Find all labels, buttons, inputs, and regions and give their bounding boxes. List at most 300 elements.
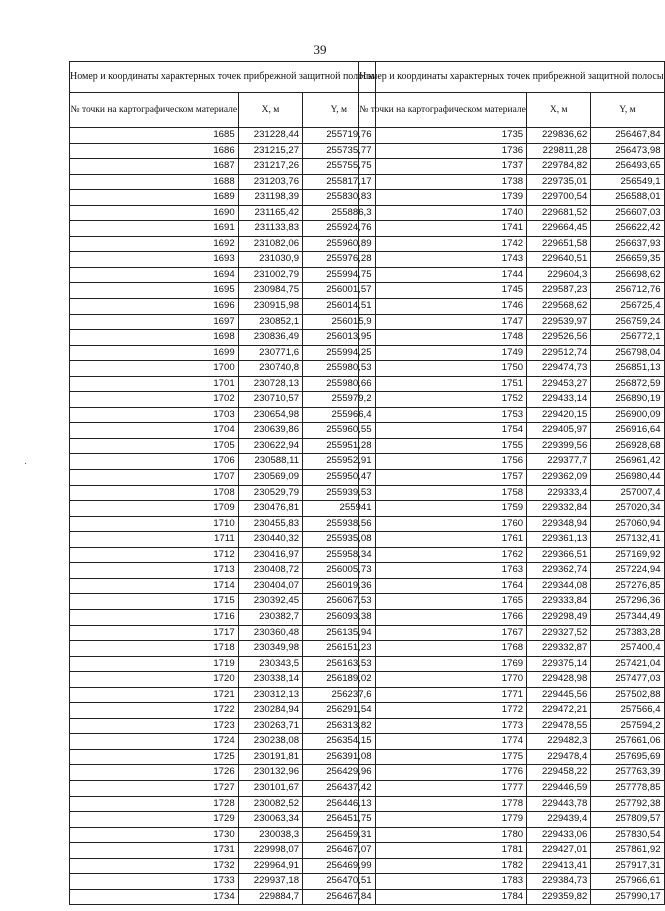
- table-row: [70, 501, 376, 517]
- table-row: [70, 858, 376, 874]
- cell-x-coordinate: 230639,86: [238, 423, 302, 439]
- cell-y-coordinate: 256005,73: [303, 563, 375, 579]
- table-row: [70, 687, 376, 703]
- column-header-point: № точки на картографическом материале: [70, 93, 239, 128]
- table-row: [70, 843, 376, 859]
- cell-point-number: 1692: [70, 236, 239, 252]
- cell-y-coordinate: 256014,51: [303, 299, 375, 315]
- cell-y-coordinate: 256622,42: [591, 221, 664, 237]
- cell-point-number: 1723: [70, 718, 239, 734]
- table-row: [70, 578, 376, 594]
- cell-point-number: 1713: [70, 563, 239, 579]
- cell-x-coordinate: 229640,51: [527, 252, 591, 268]
- cell-x-coordinate: 229362,74: [527, 563, 591, 579]
- cell-y-coordinate: 256588,01: [591, 190, 664, 206]
- cell-y-coordinate: 257007,4: [591, 485, 664, 501]
- table-row: [70, 672, 376, 688]
- column-header-point: № точки на картографическом материале: [359, 93, 527, 128]
- table-row: [359, 299, 665, 315]
- table-row: [70, 485, 376, 501]
- cell-x-coordinate: 229482,3: [527, 734, 591, 750]
- cell-x-coordinate: 230082,52: [238, 796, 302, 812]
- table-row: [70, 221, 376, 237]
- cell-point-number: 1782: [359, 858, 527, 874]
- table-row: [359, 641, 665, 657]
- cell-y-coordinate: 255951,28: [303, 438, 375, 454]
- cell-point-number: 1755: [359, 438, 527, 454]
- cell-x-coordinate: 229333,4: [527, 485, 591, 501]
- cell-x-coordinate: 229700,54: [527, 190, 591, 206]
- cell-x-coordinate: 230132,96: [238, 765, 302, 781]
- table-row: [359, 563, 665, 579]
- cell-y-coordinate: 256659,35: [591, 252, 664, 268]
- cell-x-coordinate: 229568,62: [527, 299, 591, 315]
- cell-point-number: 1758: [359, 485, 527, 501]
- table-row: [359, 236, 665, 252]
- table-row: [359, 827, 665, 843]
- cell-y-coordinate: 255994,25: [303, 345, 375, 361]
- cell-y-coordinate: 256446,13: [303, 796, 375, 812]
- cell-point-number: 1775: [359, 749, 527, 765]
- cell-y-coordinate: 257763,39: [591, 765, 664, 781]
- cell-y-coordinate: 255952,91: [303, 454, 375, 470]
- coordinates-table-right: [358, 61, 665, 905]
- cell-x-coordinate: 230392,45: [238, 594, 302, 610]
- cell-point-number: 1703: [70, 407, 239, 423]
- cell-point-number: 1741: [359, 221, 527, 237]
- cell-point-number: 1708: [70, 485, 239, 501]
- cell-point-number: 1749: [359, 345, 527, 361]
- cell-point-number: 1709: [70, 501, 239, 517]
- cell-x-coordinate: 230588,11: [238, 454, 302, 470]
- cell-point-number: 1771: [359, 687, 527, 703]
- cell-point-number: 1770: [359, 672, 527, 688]
- cell-point-number: 1768: [359, 641, 527, 657]
- table-row: [359, 438, 665, 454]
- table-row: [70, 516, 376, 532]
- cell-y-coordinate: 256391,08: [303, 749, 375, 765]
- cell-x-coordinate: 229433,14: [527, 392, 591, 408]
- cell-point-number: 1776: [359, 765, 527, 781]
- cell-y-coordinate: 256549,1: [591, 174, 664, 190]
- cell-y-coordinate: 256759,24: [591, 314, 664, 330]
- table-row: [359, 190, 665, 206]
- cell-point-number: 1744: [359, 267, 527, 283]
- table-row: [70, 547, 376, 563]
- table-row: [70, 143, 376, 159]
- cell-x-coordinate: 229458,22: [527, 765, 591, 781]
- cell-point-number: 1728: [70, 796, 239, 812]
- cell-point-number: 1719: [70, 656, 239, 672]
- cell-x-coordinate: 229445,56: [527, 687, 591, 703]
- cell-x-coordinate: 230915,98: [238, 299, 302, 315]
- cell-point-number: 1736: [359, 143, 527, 159]
- cell-x-coordinate: 229362,09: [527, 470, 591, 486]
- cell-point-number: 1724: [70, 734, 239, 750]
- cell-point-number: 1748: [359, 330, 527, 346]
- cell-point-number: 1781: [359, 843, 527, 859]
- table-row: [70, 392, 376, 408]
- cell-y-coordinate: 255830,83: [303, 190, 375, 206]
- table-row: [359, 765, 665, 781]
- table-row: [359, 143, 665, 159]
- cell-y-coordinate: 256467,07: [303, 843, 375, 859]
- cell-y-coordinate: 255976,28: [303, 252, 375, 268]
- cell-y-coordinate: 257594,2: [591, 718, 664, 734]
- cell-point-number: 1763: [359, 563, 527, 579]
- table-row: [359, 159, 665, 175]
- cell-x-coordinate: 230191,81: [238, 749, 302, 765]
- cell-x-coordinate: 230038,3: [238, 827, 302, 843]
- cell-point-number: 1753: [359, 407, 527, 423]
- cell-y-coordinate: 256470,51: [303, 874, 375, 890]
- cell-point-number: 1702: [70, 392, 239, 408]
- cell-y-coordinate: 256890,19: [591, 392, 664, 408]
- cell-y-coordinate: 255755,75: [303, 159, 375, 175]
- cell-x-coordinate: 229298,49: [527, 609, 591, 625]
- table-row: [70, 345, 376, 361]
- cell-x-coordinate: 230455,83: [238, 516, 302, 532]
- cell-y-coordinate: 256015,9: [303, 314, 375, 330]
- cell-x-coordinate: 231217,26: [238, 159, 302, 175]
- cell-y-coordinate: 256900,09: [591, 407, 664, 423]
- cell-x-coordinate: 230476,81: [238, 501, 302, 517]
- cell-point-number: 1754: [359, 423, 527, 439]
- cell-point-number: 1737: [359, 159, 527, 175]
- table-row: [359, 734, 665, 750]
- cell-point-number: 1717: [70, 625, 239, 641]
- table-row: [359, 516, 665, 532]
- cell-x-coordinate: 230740,8: [238, 361, 302, 377]
- cell-point-number: 1742: [359, 236, 527, 252]
- cell-y-coordinate: 255939,53: [303, 485, 375, 501]
- cell-y-coordinate: 257132,41: [591, 532, 664, 548]
- cell-x-coordinate: 230101,67: [238, 780, 302, 796]
- cell-y-coordinate: 256459,31: [303, 827, 375, 843]
- cell-x-coordinate: 230063,34: [238, 812, 302, 828]
- table-row: [359, 656, 665, 672]
- cell-point-number: 1733: [70, 874, 239, 890]
- table-row: [359, 221, 665, 237]
- cell-y-coordinate: 257421,04: [591, 656, 664, 672]
- cell-point-number: 1705: [70, 438, 239, 454]
- cell-x-coordinate: 230408,72: [238, 563, 302, 579]
- cell-x-coordinate: 229327,52: [527, 625, 591, 641]
- cell-y-coordinate: 257060,94: [591, 516, 664, 532]
- cell-point-number: 1778: [359, 796, 527, 812]
- table-row: [70, 190, 376, 206]
- cell-x-coordinate: 229361,13: [527, 532, 591, 548]
- page-number: 39: [313, 42, 327, 57]
- table-row: [70, 874, 376, 890]
- cell-point-number: 1712: [70, 547, 239, 563]
- cell-y-coordinate: 257830,54: [591, 827, 664, 843]
- table-row: [359, 314, 665, 330]
- cell-x-coordinate: 229439,4: [527, 812, 591, 828]
- cell-point-number: 1780: [359, 827, 527, 843]
- cell-x-coordinate: 229587,23: [527, 283, 591, 299]
- table-caption: Номер и координаты характерных точек прибрежной защитной полосы: [70, 62, 376, 93]
- cell-y-coordinate: 256916,64: [591, 423, 664, 439]
- cell-point-number: 1783: [359, 874, 527, 890]
- cell-point-number: 1746: [359, 299, 527, 315]
- cell-y-coordinate: 256189,02: [303, 672, 375, 688]
- cell-x-coordinate: 229377,7: [527, 454, 591, 470]
- cell-point-number: 1740: [359, 205, 527, 221]
- cell-point-number: 1727: [70, 780, 239, 796]
- stray-mark: ·: [24, 458, 28, 469]
- cell-point-number: 1774: [359, 734, 527, 750]
- table-row: [70, 205, 376, 221]
- cell-x-coordinate: 229478,4: [527, 749, 591, 765]
- cell-y-coordinate: 256313,82: [303, 718, 375, 734]
- table-row: [70, 376, 376, 392]
- cell-x-coordinate: 229811,28: [527, 143, 591, 159]
- cell-point-number: 1760: [359, 516, 527, 532]
- cell-point-number: 1734: [70, 889, 239, 905]
- cell-point-number: 1731: [70, 843, 239, 859]
- cell-point-number: 1715: [70, 594, 239, 610]
- table-row: [70, 827, 376, 843]
- table-row: [359, 376, 665, 392]
- table-row: [359, 547, 665, 563]
- cell-x-coordinate: 230338,14: [238, 672, 302, 688]
- cell-y-coordinate: 255960,55: [303, 423, 375, 439]
- cell-x-coordinate: 230312,13: [238, 687, 302, 703]
- cell-point-number: 1732: [70, 858, 239, 874]
- cell-point-number: 1761: [359, 532, 527, 548]
- cell-x-coordinate: 231030,9: [238, 252, 302, 268]
- cell-x-coordinate: 229433,06: [527, 827, 591, 843]
- table-row: [359, 858, 665, 874]
- table-row: [359, 128, 665, 144]
- table-row: [70, 796, 376, 812]
- cell-y-coordinate: 256354,15: [303, 734, 375, 750]
- cell-y-coordinate: 256637,93: [591, 236, 664, 252]
- cell-y-coordinate: 257477,03: [591, 672, 664, 688]
- cell-x-coordinate: 230622,94: [238, 438, 302, 454]
- cell-point-number: 1751: [359, 376, 527, 392]
- table-caption: Номер и координаты характерных точек прибрежной защитной полосы: [359, 62, 665, 93]
- cell-x-coordinate: 231203,76: [238, 174, 302, 190]
- table-row: [359, 252, 665, 268]
- cell-y-coordinate: 256467,84: [303, 889, 375, 905]
- cell-point-number: 1714: [70, 578, 239, 594]
- cell-y-coordinate: 255817,17: [303, 174, 375, 190]
- table-row: [359, 423, 665, 439]
- cell-y-coordinate: 256163,53: [303, 656, 375, 672]
- cell-y-coordinate: 256151,23: [303, 641, 375, 657]
- table-row: [70, 656, 376, 672]
- cell-point-number: 1689: [70, 190, 239, 206]
- table-row: [70, 532, 376, 548]
- cell-x-coordinate: 229836,62: [527, 128, 591, 144]
- table-row: [70, 283, 376, 299]
- cell-y-coordinate: 257169,92: [591, 547, 664, 563]
- table-row: [359, 609, 665, 625]
- cell-x-coordinate: 229332,84: [527, 501, 591, 517]
- cell-point-number: 1718: [70, 641, 239, 657]
- cell-point-number: 1688: [70, 174, 239, 190]
- cell-y-coordinate: 257502,88: [591, 687, 664, 703]
- cell-x-coordinate: 229937,18: [238, 874, 302, 890]
- cell-y-coordinate: 256493,65: [591, 159, 664, 175]
- cell-x-coordinate: 229399,56: [527, 438, 591, 454]
- cell-x-coordinate: 229405,97: [527, 423, 591, 439]
- cell-x-coordinate: 230360,48: [238, 625, 302, 641]
- table-row: [70, 299, 376, 315]
- cell-y-coordinate: 255886,3: [303, 205, 375, 221]
- cell-y-coordinate: 257792,38: [591, 796, 664, 812]
- cell-y-coordinate: 255980,66: [303, 376, 375, 392]
- cell-x-coordinate: 229681,52: [527, 205, 591, 221]
- table-row: [70, 703, 376, 719]
- table-row: [70, 765, 376, 781]
- table-row: [359, 361, 665, 377]
- cell-y-coordinate: 255735,77: [303, 143, 375, 159]
- cell-point-number: 1710: [70, 516, 239, 532]
- cell-x-coordinate: 231165,42: [238, 205, 302, 221]
- coordinates-table-left: [69, 61, 376, 905]
- cell-y-coordinate: 256872,59: [591, 376, 664, 392]
- cell-y-coordinate: 256437,42: [303, 780, 375, 796]
- cell-point-number: 1691: [70, 221, 239, 237]
- cell-x-coordinate: 229348,94: [527, 516, 591, 532]
- cell-x-coordinate: 229539,97: [527, 314, 591, 330]
- table-row: [70, 407, 376, 423]
- table-row: [70, 454, 376, 470]
- cell-point-number: 1687: [70, 159, 239, 175]
- cell-x-coordinate: 229651,58: [527, 236, 591, 252]
- cell-point-number: 1759: [359, 501, 527, 517]
- cell-point-number: 1757: [359, 470, 527, 486]
- cell-point-number: 1773: [359, 718, 527, 734]
- table-row: [70, 267, 376, 283]
- table-row: [70, 718, 376, 734]
- cell-point-number: 1735: [359, 128, 527, 144]
- cell-point-number: 1699: [70, 345, 239, 361]
- table-row: [359, 749, 665, 765]
- cell-y-coordinate: 255924,76: [303, 221, 375, 237]
- cell-x-coordinate: 229446,59: [527, 780, 591, 796]
- cell-y-coordinate: 256928,68: [591, 438, 664, 454]
- table-row: [70, 749, 376, 765]
- cell-y-coordinate: 256093,38: [303, 609, 375, 625]
- cell-point-number: 1686: [70, 143, 239, 159]
- table-row: [70, 889, 376, 905]
- cell-point-number: 1704: [70, 423, 239, 439]
- cell-y-coordinate: 257809,57: [591, 812, 664, 828]
- table-row: [359, 330, 665, 346]
- table-row: [359, 625, 665, 641]
- table-row: [359, 718, 665, 734]
- cell-point-number: 1738: [359, 174, 527, 190]
- cell-x-coordinate: 231215,27: [238, 143, 302, 159]
- cell-x-coordinate: 229375,14: [527, 656, 591, 672]
- cell-point-number: 1722: [70, 703, 239, 719]
- cell-x-coordinate: 229359,82: [527, 889, 591, 905]
- table-body: [70, 128, 376, 905]
- cell-y-coordinate: 255938,56: [303, 516, 375, 532]
- cell-point-number: 1695: [70, 283, 239, 299]
- cell-x-coordinate: 231002,79: [238, 267, 302, 283]
- cell-y-coordinate: 257861,92: [591, 843, 664, 859]
- cell-y-coordinate: 257695,69: [591, 749, 664, 765]
- cell-y-coordinate: 256019,36: [303, 578, 375, 594]
- table-row: [359, 267, 665, 283]
- table-row: [70, 128, 376, 144]
- table-row: [359, 812, 665, 828]
- cell-x-coordinate: 229344,08: [527, 578, 591, 594]
- cell-x-coordinate: 229604,3: [527, 267, 591, 283]
- cell-y-coordinate: 256013,95: [303, 330, 375, 346]
- cell-y-coordinate: 256473,98: [591, 143, 664, 159]
- table-row: [359, 407, 665, 423]
- cell-y-coordinate: 256469,99: [303, 858, 375, 874]
- cell-y-coordinate: 256712,76: [591, 283, 664, 299]
- table-row: [70, 812, 376, 828]
- cell-y-coordinate: 256237,6: [303, 687, 375, 703]
- cell-point-number: 1764: [359, 578, 527, 594]
- table-row: [70, 734, 376, 750]
- cell-x-coordinate: 229964,91: [238, 858, 302, 874]
- cell-x-coordinate: 230836,49: [238, 330, 302, 346]
- cell-x-coordinate: 229443,78: [527, 796, 591, 812]
- cell-x-coordinate: 229998,07: [238, 843, 302, 859]
- table-row: [359, 501, 665, 517]
- cell-point-number: 1697: [70, 314, 239, 330]
- table-row: [70, 438, 376, 454]
- cell-y-coordinate: 256772,1: [591, 330, 664, 346]
- cell-x-coordinate: 229453,27: [527, 376, 591, 392]
- column-header-y: Y, м: [303, 93, 375, 128]
- cell-point-number: 1725: [70, 749, 239, 765]
- cell-y-coordinate: 257296,36: [591, 594, 664, 610]
- cell-point-number: 1706: [70, 454, 239, 470]
- table-row: [70, 330, 376, 346]
- cell-y-coordinate: 256429,96: [303, 765, 375, 781]
- cell-point-number: 1756: [359, 454, 527, 470]
- column-header-x: X, м: [238, 93, 302, 128]
- cell-y-coordinate: 257224,94: [591, 563, 664, 579]
- cell-x-coordinate: 230416,97: [238, 547, 302, 563]
- cell-point-number: 1685: [70, 128, 239, 144]
- cell-y-coordinate: 257661,06: [591, 734, 664, 750]
- cell-y-coordinate: 257020,34: [591, 501, 664, 517]
- cell-x-coordinate: 230984,75: [238, 283, 302, 299]
- table-row: [359, 672, 665, 688]
- table-row: [359, 796, 665, 812]
- cell-y-coordinate: 256135,94: [303, 625, 375, 641]
- cell-x-coordinate: 229472,21: [527, 703, 591, 719]
- cell-y-coordinate: 257966,61: [591, 874, 664, 890]
- cell-y-coordinate: 256607,03: [591, 205, 664, 221]
- cell-x-coordinate: 231082,06: [238, 236, 302, 252]
- cell-point-number: 1690: [70, 205, 239, 221]
- cell-x-coordinate: 229428,98: [527, 672, 591, 688]
- cell-x-coordinate: 229420,15: [527, 407, 591, 423]
- cell-point-number: 1765: [359, 594, 527, 610]
- cell-point-number: 1707: [70, 470, 239, 486]
- cell-point-number: 1777: [359, 780, 527, 796]
- cell-y-coordinate: 256725,4: [591, 299, 664, 315]
- cell-point-number: 1726: [70, 765, 239, 781]
- cell-x-coordinate: 230263,71: [238, 718, 302, 734]
- cell-y-coordinate: 257778,85: [591, 780, 664, 796]
- cell-x-coordinate: 231198,39: [238, 190, 302, 206]
- cell-y-coordinate: 255966,4: [303, 407, 375, 423]
- table-row: [359, 594, 665, 610]
